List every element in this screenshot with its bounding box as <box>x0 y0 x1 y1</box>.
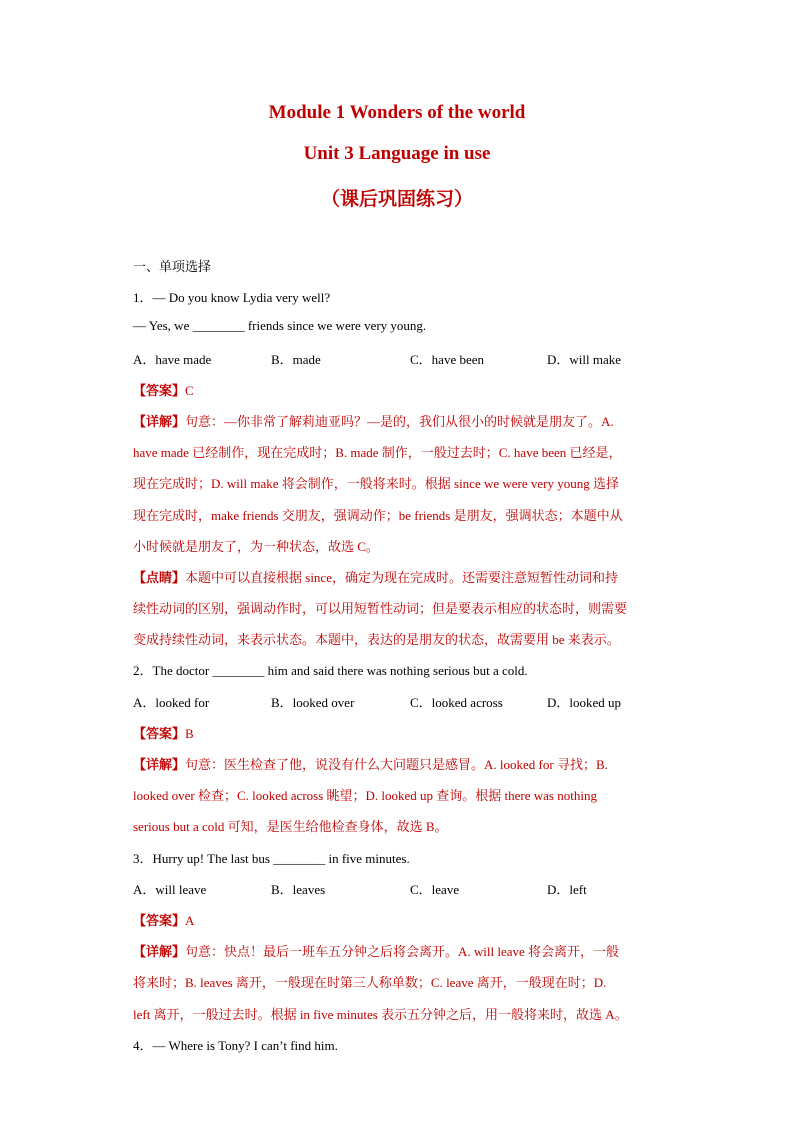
answer-tag: 【答案】 <box>133 913 186 928</box>
q2-option-c: C．looked across <box>410 695 503 710</box>
detail-tag: 【详解】 <box>133 414 186 429</box>
unit-title: Unit 3 Language in use <box>303 143 491 164</box>
q1-answer <box>133 380 194 399</box>
q2-detail-line-1 <box>133 754 608 773</box>
q3-stem-line-1: 3．Hurry up! The last bus ________ in five minutes. <box>133 851 410 866</box>
q1-detail-line-3: 现在完成时；D. will make 将会制作，一般将来时。根据 since we were very young 选择 <box>133 476 619 491</box>
detail-tag: 【详解】 <box>133 944 186 959</box>
q1-detail-text: 句意：—你非常了解莉迪亚吗？—是的，我们从很小的时候就是朋友了。A. <box>185 414 614 429</box>
q3-detail-text: 句意：快点！最后一班车五分钟之后将会离开。A. will leave 将会离开，一般 <box>185 944 620 959</box>
q3-detail-line-2: 将来时；B. leaves 离开，一般现在时第三人称单数；C. leave 离开，一般现在时；D. <box>133 975 607 990</box>
detail-tag: 【详解】 <box>133 757 186 772</box>
q1-tip-line-1 <box>133 567 618 586</box>
q1-stem-line-2: — Yes, we ________ friends since we were very young. <box>133 318 427 333</box>
q1-option-c: C．have been <box>410 352 485 367</box>
q3-option-b: B．leaves <box>271 882 326 897</box>
q2-option-d: D．looked up <box>547 695 622 710</box>
q1-option-b: B．made <box>271 352 321 367</box>
exercise-subtitle: （课后巩固练习） <box>320 189 473 210</box>
q1-stem-line-1: 1．— Do you know Lydia very well? <box>133 290 331 305</box>
q4-stem-line-1: 4．— Where is Tony? I can’t find him. <box>133 1038 338 1053</box>
q2-options <box>133 692 693 710</box>
q3-option-a: A．will leave <box>133 882 207 897</box>
q2-stem-line-1: 2．The doctor ________ him and said there was nothing serious but a cold. <box>133 663 528 678</box>
q3-options <box>133 879 693 897</box>
q1-tip-line-3: 变成持续性动词，来表示状态。本题中，表达的是朋友的状态，故需要用 be 来表示。 <box>133 632 620 647</box>
q2-detail-text: 句意：医生检查了他，说没有什么大问题只是感冒。A. looked for 寻找；B. <box>185 757 608 772</box>
answer-tag: 【答案】 <box>133 726 186 741</box>
q1-detail-line-2: have made 已经制作，现在完成时；B. made 制作，一般过去时；C. have been 已经是， <box>133 445 622 460</box>
q1-detail-line-1 <box>133 411 614 430</box>
answer-tag: 【答案】 <box>133 383 186 398</box>
q1-answer-value: C <box>185 383 194 398</box>
q2-option-b: B．looked over <box>271 695 355 710</box>
tip-tag: 【点睛】 <box>133 570 186 585</box>
q2-detail-line-2: looked over 检查；C. looked across 眺望；D. looked up 查询。根据 there was nothing <box>133 788 597 803</box>
q3-detail-line-1 <box>133 941 619 960</box>
q2-option-a: A．looked for <box>133 695 210 710</box>
q1-detail-line-5: 小时候就是朋友了，为一种状态，故选 C。 <box>133 539 379 554</box>
q2-answer-value: B <box>185 726 194 741</box>
q1-option-a: A．have made <box>133 352 212 367</box>
module-title: Module 1 Wonders of the world <box>268 102 526 123</box>
q1-option-d: D．will make <box>547 352 622 367</box>
q1-tip-line-2: 续性动词的区别，强调动作时，可以用短暂性动词；但是要表示相应的状态时，则需要 <box>133 601 628 616</box>
q3-answer-value: A <box>185 913 195 928</box>
section-heading: 一、单项选择 <box>133 259 212 274</box>
q2-detail-line-3: serious but a cold 可知，是医生给他检查身体，故选 B。 <box>133 819 448 834</box>
q1-detail-line-4: 现在完成时，make friends 交朋友，强调动作；be friends 是朋友，强调状态；本题中从 <box>133 508 623 523</box>
q3-detail-line-3: left 离开，一般过去时。根据 in five minutes 表示五分钟之后，用一般将来时，故选 A。 <box>133 1007 628 1022</box>
q2-answer <box>133 723 194 742</box>
q3-option-c: C．leave <box>410 882 460 897</box>
q1-tip-text: 本题中可以直接根据 since，确定为现在完成时。还需要注意短暂性动词和持 <box>185 570 618 585</box>
q1-options <box>133 349 693 367</box>
q3-option-d: D．left <box>547 882 587 897</box>
q3-answer <box>133 910 194 929</box>
